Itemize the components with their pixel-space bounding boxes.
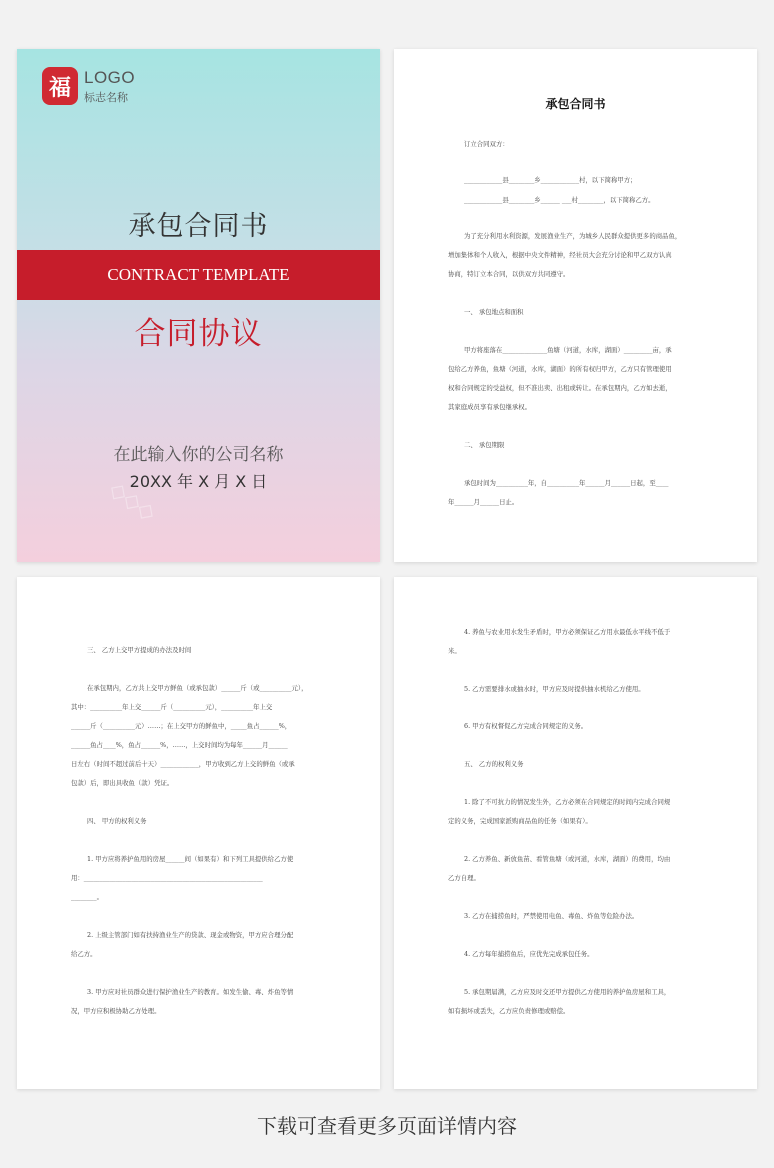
section-heading: 四、 甲方的权利义务 — [87, 817, 147, 825]
text-line: 承包时间为__________年，自__________年______月______日起，至____ — [464, 479, 669, 487]
text-line: 4. 乙方每年捕捞鱼后，应优先完成承包任务。 — [464, 950, 594, 958]
text-line: 权和合同规定的受益权，但不准出卖、出租或转让。在承包期内，乙方如去逝， — [448, 384, 672, 392]
contract-page-3 — [394, 577, 757, 1089]
text-line: 如有损坏或丢失，乙方应负责修理或赔偿。 — [448, 1007, 570, 1015]
text-line: 乙方自理。 — [448, 874, 480, 882]
text-line: 其家庭成员享有承包继承权。 — [448, 403, 532, 411]
contract-page-1 — [394, 49, 757, 562]
text-line: 包款）后，即出具收鱼（款）凭证。 — [71, 779, 174, 787]
text-line: 6. 甲方有权督促乙方完成合同规定的义务。 — [464, 722, 588, 730]
text-line: 1. 甲方应将养护鱼用的房屋______间（如果有）和下列工具提供给乙方使 — [87, 855, 294, 863]
cover-band-text: CONTRACT TEMPLATE — [107, 265, 290, 284]
text-line: 订立合同双方： — [464, 140, 509, 148]
text-line: ______斤（__________元）……；在上交甲方的鲜鱼中，_____鱼占______%， — [71, 722, 292, 730]
text-line: 2. 上级主管部门如有扶持渔业生产的贷款、现金或物资，甲方应合理分配 — [87, 931, 294, 939]
text-line: ________。 — [71, 893, 103, 901]
text-line: 3. 乙方在捕捞鱼时，严禁使用电鱼、毒鱼、炸鱼等危险办法。 — [464, 912, 639, 920]
company-name: 在此输入你的公司名称 — [113, 445, 284, 465]
section-heading: 二、 承包期限 — [464, 441, 505, 449]
cover-subtitle: 合同协议 — [134, 316, 263, 352]
text-line: 给乙方。 — [71, 950, 97, 958]
cover-title: 承包合同书 — [128, 211, 269, 242]
logo-subtitle: 标志名称 — [84, 91, 128, 104]
text-line: 米。 — [448, 647, 461, 655]
text-line: 增加集体和个人收入，根据中央文件精神，经社员大会充分讨论和甲乙双方认真 — [448, 251, 672, 259]
text-line: 甲方将座落在______________鱼塘（河道，水库，湖面）_________亩，承 — [464, 346, 672, 354]
text-line: 5. 承包期届满，乙方应及时交还甲方提供乙方使用的养护鱼房屋和工具， — [464, 988, 671, 996]
text-line: 年______月______日止。 — [448, 498, 519, 506]
text-line: 况，甲方应积极协助乙方处理。 — [71, 1007, 161, 1015]
contract-page-2 — [17, 577, 380, 1089]
download-hint: 下载可查看更多页面详情内容 — [257, 1114, 517, 1138]
text-line: 日左右（时间不超过前后十天）____________，甲方收到乙方上交的鲜鱼（或承 — [71, 760, 295, 768]
text-line: 1. 除了不可抗力的情况发生外，乙方必须在合同规定的时间内完成合同规 — [464, 798, 671, 806]
section-heading: 三、 乙方上交甲方提成的办法及时间 — [87, 646, 192, 654]
text-line: 为了充分利用水利资源，发展渔业生产，为城乡人民群众提供更多的商品鱼， — [464, 232, 682, 240]
text-line: 用：________________________________________________________ — [71, 874, 263, 882]
text-line: ______鱼占____%，鱼占______%，……，上交时间均为每年______月______ — [71, 741, 288, 749]
text-line: 2. 乙方养鱼、新放鱼苗、看管鱼塘（或河道，水库，湖面）的费用，均由 — [464, 855, 671, 863]
section-heading: 一、 承包地点和面积 — [464, 308, 524, 316]
cover-page — [17, 49, 380, 562]
text-line: 定的义务，完成国家派购商品鱼的任务（如果有）。 — [448, 817, 592, 825]
logo-icon: 福 — [42, 67, 78, 105]
cover-band — [17, 250, 380, 300]
logo-text: LOGO — [84, 68, 136, 87]
text-line: ____________县________乡______ ___村________，以下简称乙方。 — [464, 196, 655, 204]
text-line: 协商，特订立本合同，以供双方共同遵守。 — [448, 270, 570, 278]
contract-title: 承包合同书 — [545, 97, 606, 111]
text-line: 其中：__________年上交______斤（__________元），__________年上交 — [71, 703, 273, 711]
text-line: 在承包期内，乙方共上交甲方鲜鱼（或承包款）______斤（或__________元）， — [87, 684, 308, 692]
text-line: ____________县________乡____________村，以下简称甲方； — [464, 176, 637, 184]
text-line: 5. 乙方需要排水或抽水时，甲方应及时提供抽水机给乙方使用。 — [464, 685, 645, 693]
text-line: 4. 养鱼与农业用水发生矛盾时，甲方必须保证乙方用水最低水平线不低于 — [464, 628, 671, 636]
text-line: 3. 甲方应对社员群众进行保护渔业生产的教育。如发生偷、毒、炸鱼等情 — [87, 988, 294, 996]
watermark: ◇◇◇ — [104, 476, 161, 527]
section-heading: 五、 乙方的权利义务 — [464, 760, 524, 768]
cover-date: 20XX 年 X 月 X 日 — [129, 472, 268, 491]
text-line: 包给乙方养鱼，鱼塘（河道，水库，湖面）的所有权归甲方，乙方只有管理使用 — [448, 365, 672, 373]
